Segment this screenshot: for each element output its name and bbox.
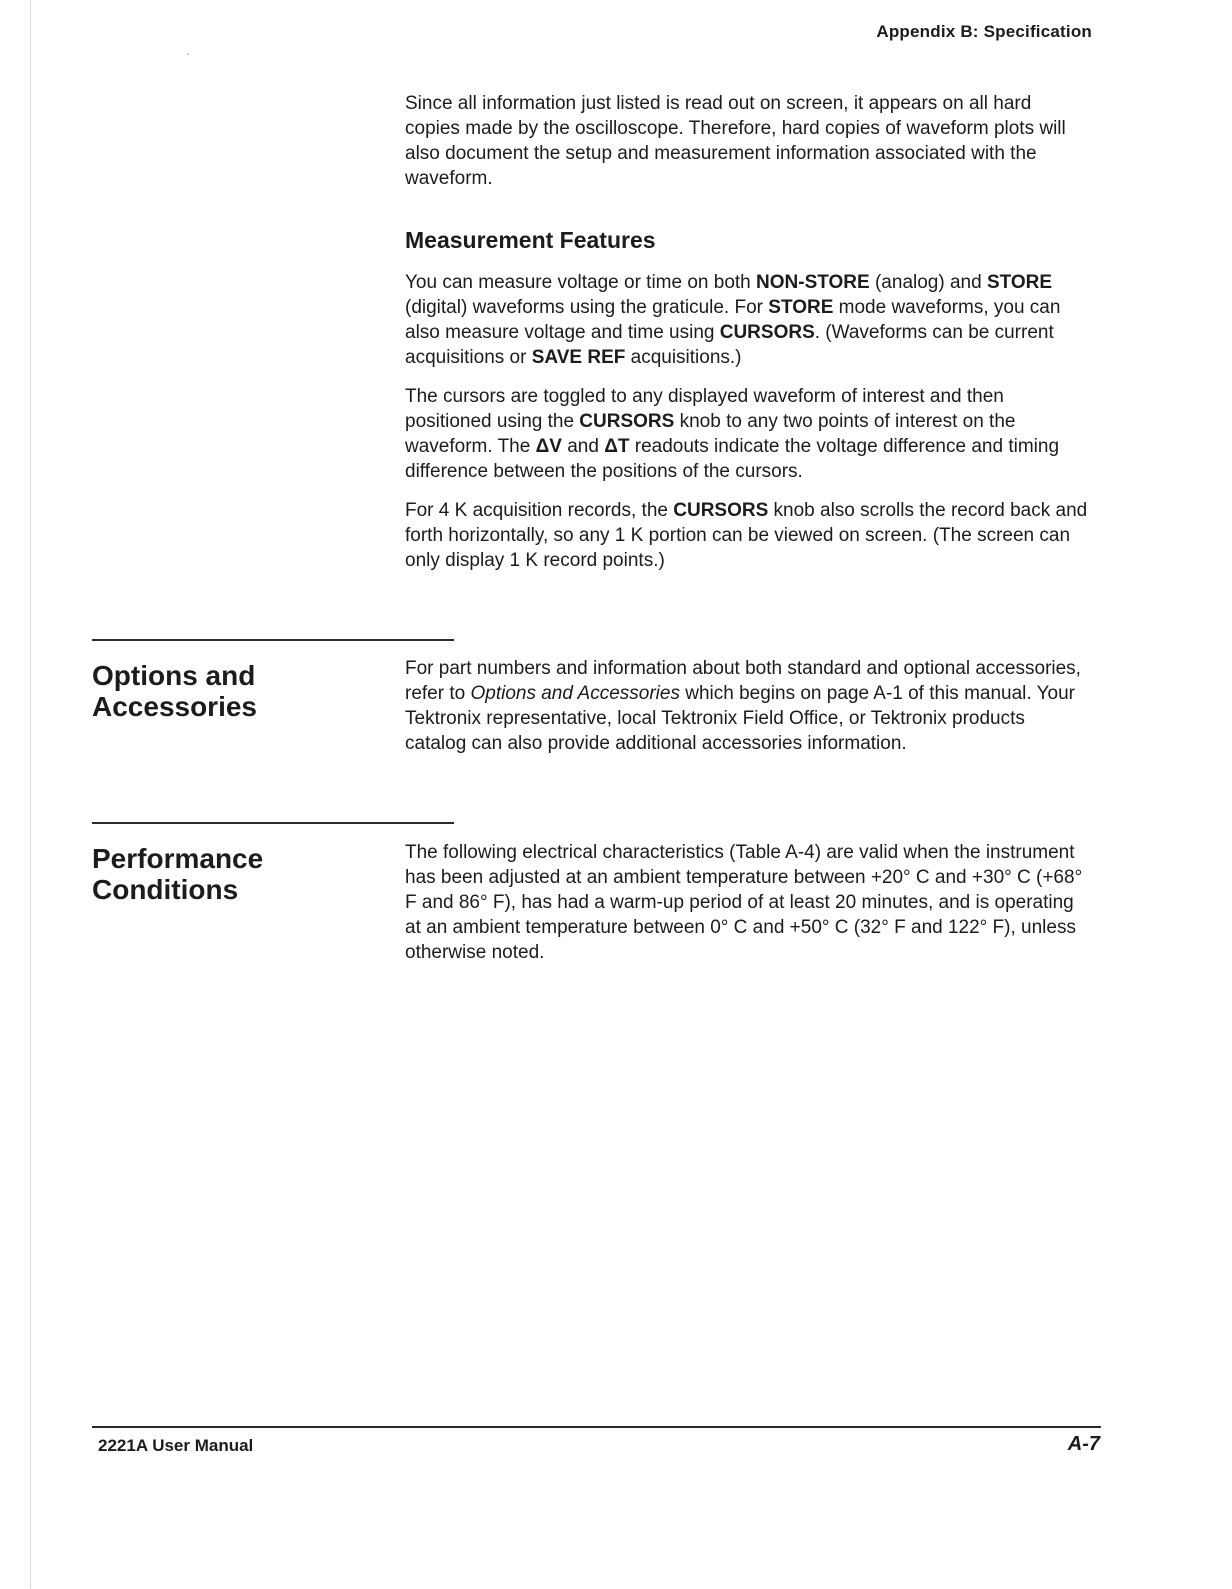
options-section <box>405 656 1090 770</box>
performance-paragraph: The following electrical characteristics (Table A-4) are valid when the instrument has been adjusted at an ambient temperature between +20° C and +30° C (+68° F and 86° F), has had a warm-up period of at least 20 minutes, and is operating at an ambient temperature between 0° C and +50° C (32° F and 122° F), unless otherwise noted. <box>405 842 1083 963</box>
keyword-store: STORE <box>986 272 1053 293</box>
keyword-store: STORE <box>768 297 834 318</box>
intro-section <box>405 91 1090 205</box>
keyword-cursors: CURSORS <box>673 500 769 521</box>
footer-rule <box>92 1426 1101 1428</box>
performance-section <box>405 840 1090 979</box>
keyword-non-store: NON-STORE <box>756 272 870 293</box>
scan-speck: · <box>186 46 191 61</box>
performance-section-title: Performance Conditions <box>92 843 264 905</box>
section-rule-options <box>92 639 454 641</box>
measurement-features-section <box>405 226 1090 587</box>
footer-page-number: A-7 <box>1067 1433 1100 1455</box>
keyword-cursors: CURSORS <box>579 411 675 432</box>
measurement-paragraph-3: For 4 K acquisition records, the CURSORS knob also scrolls the record back and forth horizontally, so any 1 K portion can be viewed on screen. (The screen can only display 1 K record points.) <box>405 500 1088 571</box>
options-section-title: Options and Accessories <box>92 660 258 722</box>
keyword-cursors: CURSORS <box>719 322 815 343</box>
keyword-delta-t: ΔT <box>604 436 630 457</box>
keyword-save-ref: SAVE REF <box>531 347 626 368</box>
keyword-delta-v: ΔV <box>535 436 562 457</box>
intro-paragraph: Since all information just listed is read out on screen, it appears on all hard copies made by the oscilloscope. Therefore, hard copies of waveform plots will also document the setup and measurement information associated with the waveform. <box>405 93 1066 189</box>
measurement-paragraph-1: You can measure voltage or time on both NON-STORE (analog) and STORE (digital) waveforms using the graticule. For STORE mode waveforms, you can also measure voltage and time using CURSORS. (Waveforms can be current acquisitions or SAVE REF acquisitions.) <box>405 272 1061 368</box>
measurement-features-heading: Measurement Features <box>405 227 656 253</box>
binding-edge <box>30 0 31 1589</box>
options-paragraph: For part numbers and information about both standard and optional accessories, refer to Options and Accessories which begins on page A-1 of this manual. Your Tektronix representative, local Tektronix Field Office, or Tektronix products catalog can also provide additional accessories information. <box>405 658 1081 754</box>
options-reference: Options and Accessories <box>470 683 680 704</box>
section-rule-performance <box>92 822 454 824</box>
footer-manual-title: 2221A User Manual <box>98 1436 254 1455</box>
running-header: Appendix B: Specification <box>876 22 1092 41</box>
measurement-paragraph-2: The cursors are toggled to any displayed waveform of interest and then positioned using the CURSORS knob to any two points of interest on the waveform. The ΔV and ΔT readouts indicate the voltage difference and timing difference between the positions of the cursors. <box>405 386 1060 482</box>
